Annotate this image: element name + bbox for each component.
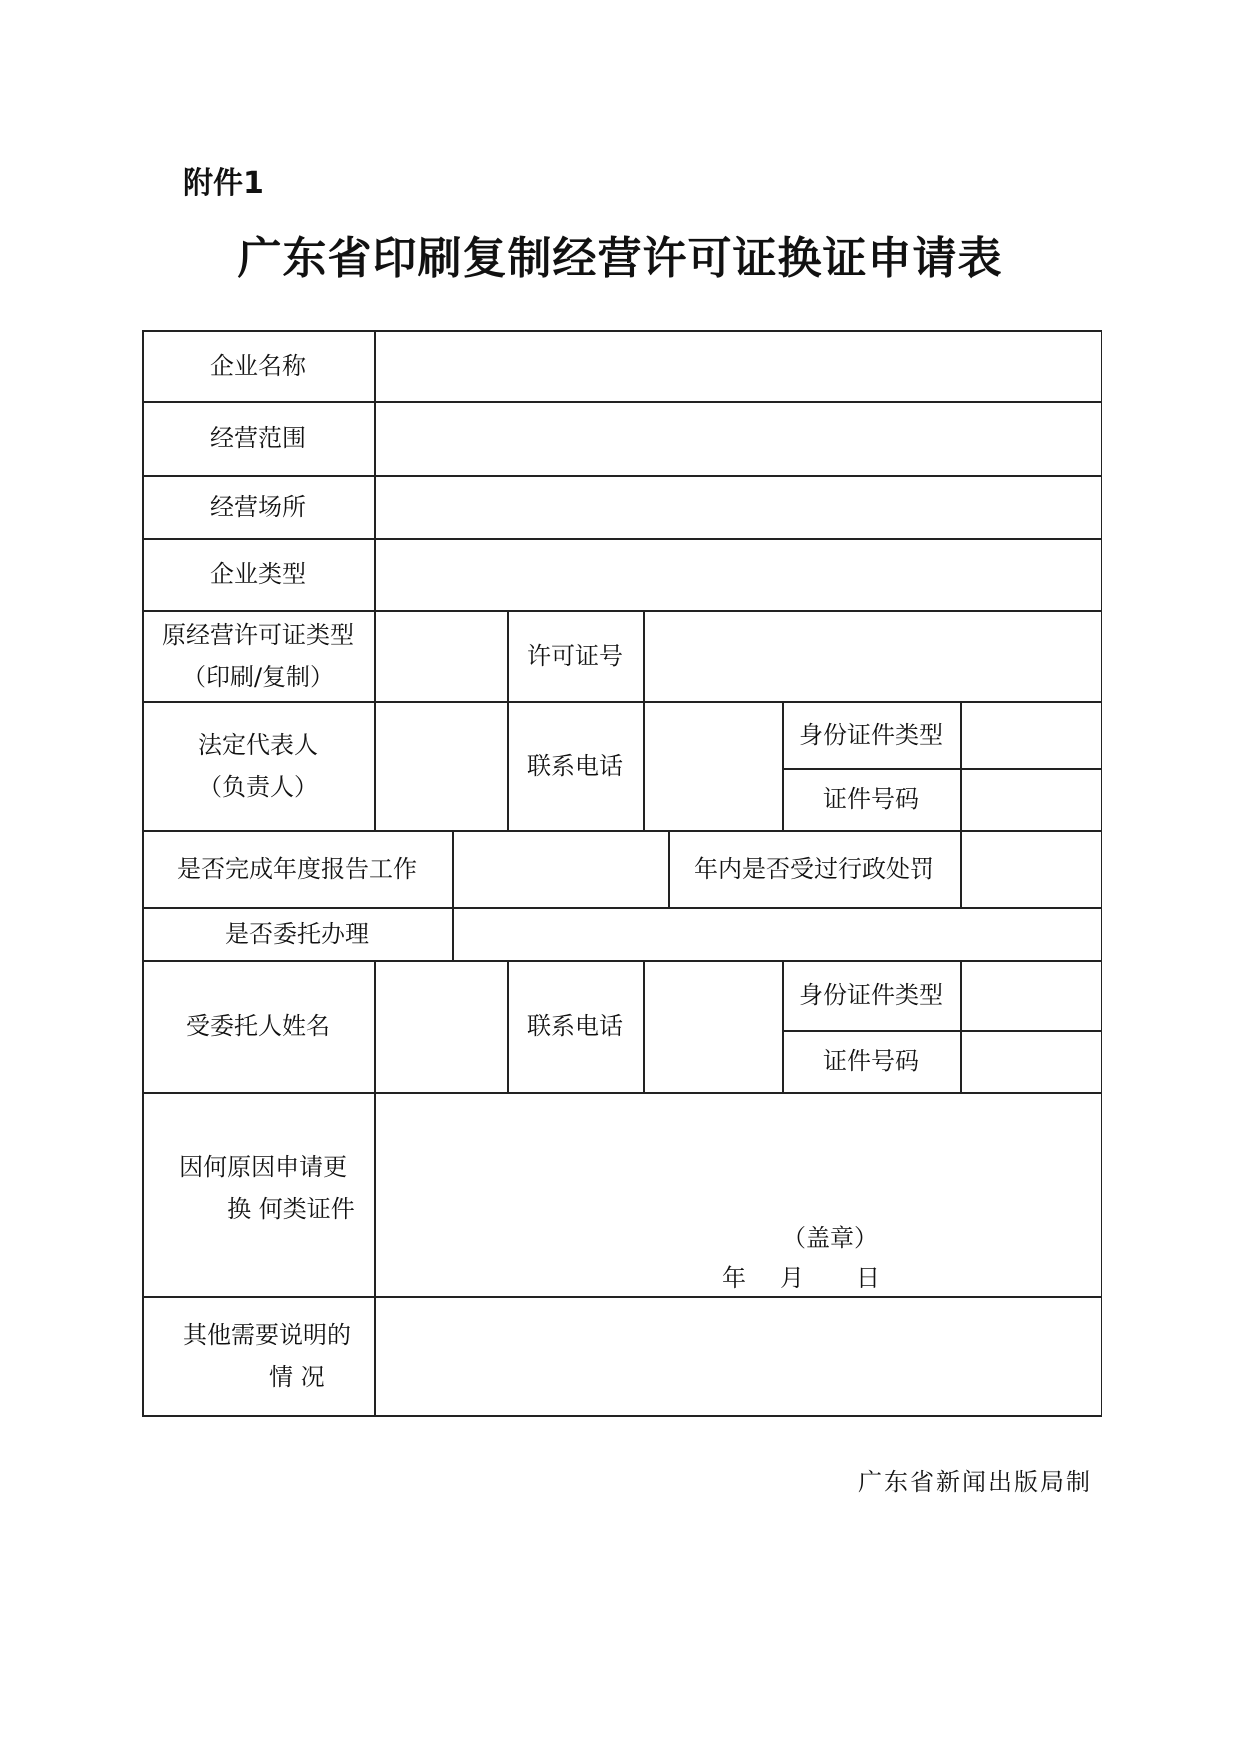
phone-field[interactable] — [643, 701, 782, 830]
id-number-label: 证件号码 — [823, 785, 919, 813]
trustee-phone-label: 联系电话 — [527, 1012, 623, 1040]
legal-rep-label: 法定代表人 （负责人） — [198, 730, 318, 801]
form-title: 广东省印刷复制经营许可证换证申请表 — [237, 233, 1003, 284]
id-number-field[interactable] — [960, 768, 1101, 830]
annual-report-label: 是否完成年度报告工作 — [177, 854, 417, 883]
application-form-table — [142, 330, 1102, 1416]
trustee-name-label: 受委托人姓名 — [186, 1012, 330, 1040]
license-no-label: 许可证号 — [527, 641, 623, 670]
legal-rep-field[interactable] — [374, 701, 507, 830]
trustee-id-number-field[interactable] — [960, 1030, 1101, 1092]
id-type-field[interactable] — [960, 701, 1101, 768]
business-premises-field[interactable] — [374, 475, 1101, 538]
orig-license-type-label: 原经营许可证类型 （印刷/复制） — [162, 620, 354, 691]
date-month-label: 月 — [780, 1264, 804, 1292]
company-type-field[interactable] — [374, 538, 1101, 610]
business-scope-label: 经营范围 — [210, 424, 306, 452]
id-type-label: 身份证件类型 — [799, 720, 943, 749]
date-year-label: 年 — [722, 1264, 746, 1292]
row-border — [142, 1415, 1102, 1417]
penalty-label: 年内是否受过行政处罚 — [694, 854, 934, 883]
entrusted-field[interactable] — [452, 907, 1101, 960]
business-premises-label: 经营场所 — [210, 492, 306, 521]
license-no-field[interactable] — [643, 610, 1101, 701]
phone-label: 联系电话 — [527, 751, 623, 780]
company-name-label: 企业名称 — [210, 351, 306, 380]
date-day-label: 日 — [856, 1264, 880, 1292]
trustee-id-type-label: 身份证件类型 — [799, 981, 943, 1009]
company-type-label: 企业类型 — [210, 560, 306, 588]
orig-license-type-field[interactable] — [374, 610, 507, 701]
trustee-name-field[interactable] — [374, 960, 507, 1092]
issuer-label: 广东省新闻出版局制 — [858, 1468, 1092, 1496]
company-name-field[interactable] — [374, 330, 1101, 401]
attachment-label: 附件1 — [183, 166, 264, 201]
trustee-phone-field[interactable] — [643, 960, 782, 1092]
penalty-field[interactable] — [960, 830, 1101, 907]
business-scope-field[interactable] — [374, 401, 1101, 475]
annual-report-field[interactable] — [452, 830, 668, 907]
other-notes-field[interactable] — [374, 1296, 1101, 1415]
trustee-id-type-field[interactable] — [960, 960, 1101, 1030]
other-notes-label: 其他需要说明的 情 况 — [183, 1320, 351, 1391]
entrusted-label: 是否委托办理 — [225, 919, 369, 948]
seal-label: （盖章） — [782, 1224, 878, 1252]
reason-label: 因何原因申请更 换 何类证件 — [179, 1153, 355, 1223]
trustee-id-number-label: 证件号码 — [823, 1047, 919, 1075]
